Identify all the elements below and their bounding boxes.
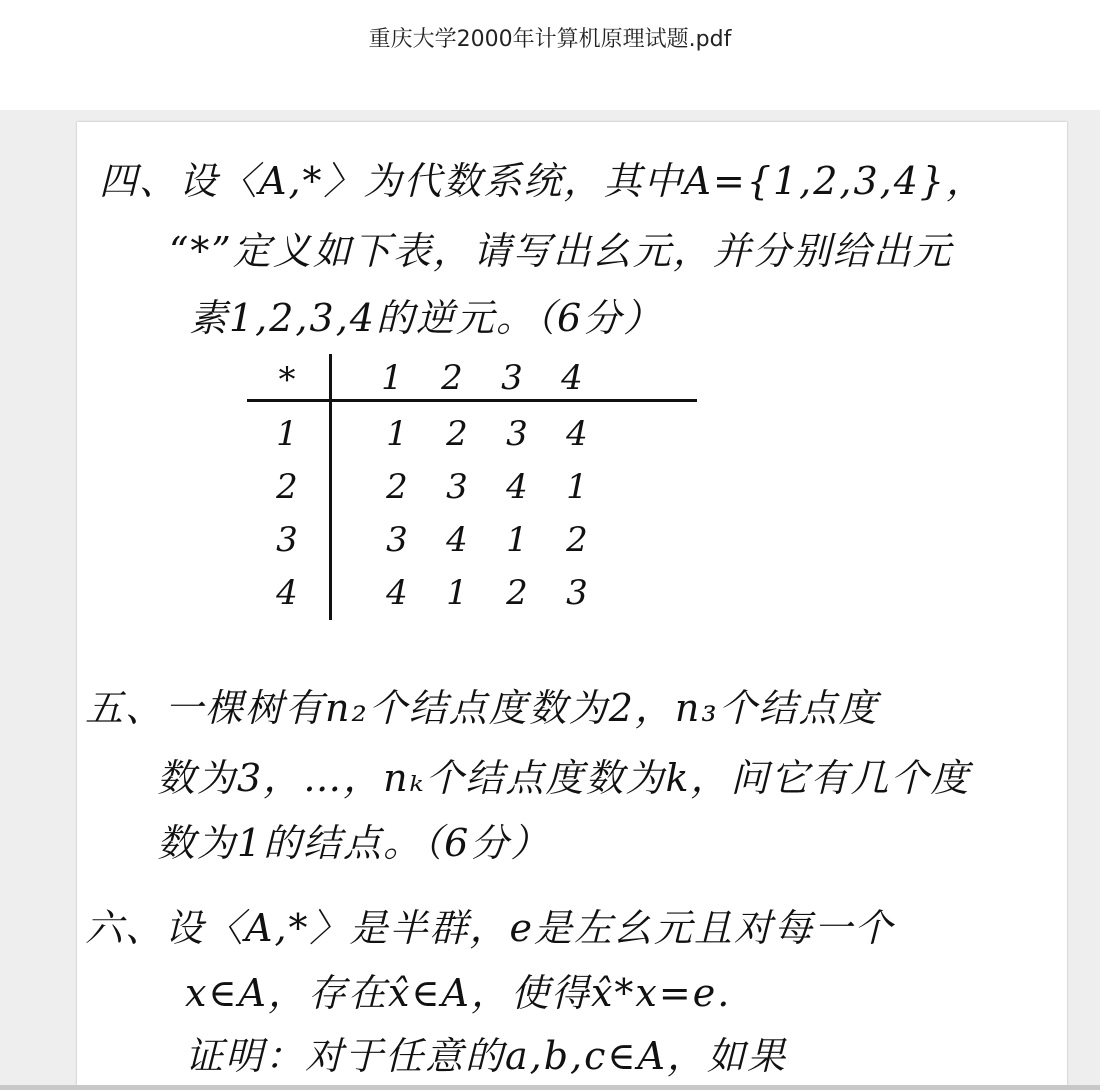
table-header: 1 bbox=[381, 358, 403, 398]
table-vertical-rule bbox=[329, 354, 332, 620]
q5-line-1: 五、一棵树有n₂个结点度数为2，n₃个结点度 bbox=[85, 686, 879, 730]
pdf-page bbox=[77, 122, 1067, 1090]
table-cell: 3 bbox=[506, 414, 528, 454]
title-bar bbox=[0, 0, 1100, 110]
table-cell: 4 bbox=[446, 520, 468, 560]
table-cell: 4 bbox=[506, 467, 528, 507]
q5-line-2: 数为3，…，nₖ个结点度数为k，问它有几个度 bbox=[157, 756, 971, 800]
table-cell: 2 bbox=[386, 467, 408, 507]
table-cell: 1 bbox=[386, 414, 408, 454]
table-cell: 4 bbox=[386, 573, 408, 613]
table-cell: 1 bbox=[506, 520, 528, 560]
table-cell: 2 bbox=[566, 520, 588, 560]
table-cell: 4 bbox=[566, 414, 588, 454]
q4-line-2: “*”定义如下表，请写出幺元，并分别给出元 bbox=[169, 229, 953, 273]
table-cell: 1 bbox=[566, 467, 588, 507]
table-cell: 2 bbox=[506, 573, 528, 613]
q5-line-3: 数为1的结点。（6分） bbox=[157, 821, 551, 865]
table-row-label: 4 bbox=[276, 573, 298, 613]
q4-line-1: 四、设〈A,*〉为代数系统，其中A={1,2,3,4}， bbox=[99, 159, 987, 203]
q6-line-1: 六、设〈A,*〉是半群，e是左幺元且对每一个 bbox=[85, 906, 895, 950]
table-cell: 3 bbox=[566, 573, 588, 613]
pdf-viewer[interactable] bbox=[0, 110, 1100, 1090]
table-cell: 1 bbox=[446, 573, 468, 613]
table-header: 4 bbox=[561, 358, 583, 398]
q6-line-2: x∈A，存在x̂∈A，使得x̂*x=e. bbox=[185, 971, 732, 1015]
table-corner: * bbox=[278, 360, 296, 400]
q6-line-3: 证明：对于任意的a,b,c∈A，如果 bbox=[185, 1034, 787, 1078]
table-header: 3 bbox=[501, 358, 523, 398]
table-cell: 3 bbox=[386, 520, 408, 560]
horizontal-scrollbar[interactable] bbox=[0, 1085, 1100, 1090]
table-row-label: 2 bbox=[276, 467, 298, 507]
table-row-label: 1 bbox=[276, 414, 298, 454]
table-cell: 3 bbox=[446, 467, 468, 507]
table-header: 2 bbox=[441, 358, 463, 398]
table-cell: 2 bbox=[446, 414, 468, 454]
document-title: 重庆大学2000年计算机原理试题.pdf bbox=[368, 27, 732, 52]
q4-line-3: 素1,2,3,4的逆元。（6分） bbox=[189, 296, 664, 340]
table-row-label: 3 bbox=[276, 520, 298, 560]
